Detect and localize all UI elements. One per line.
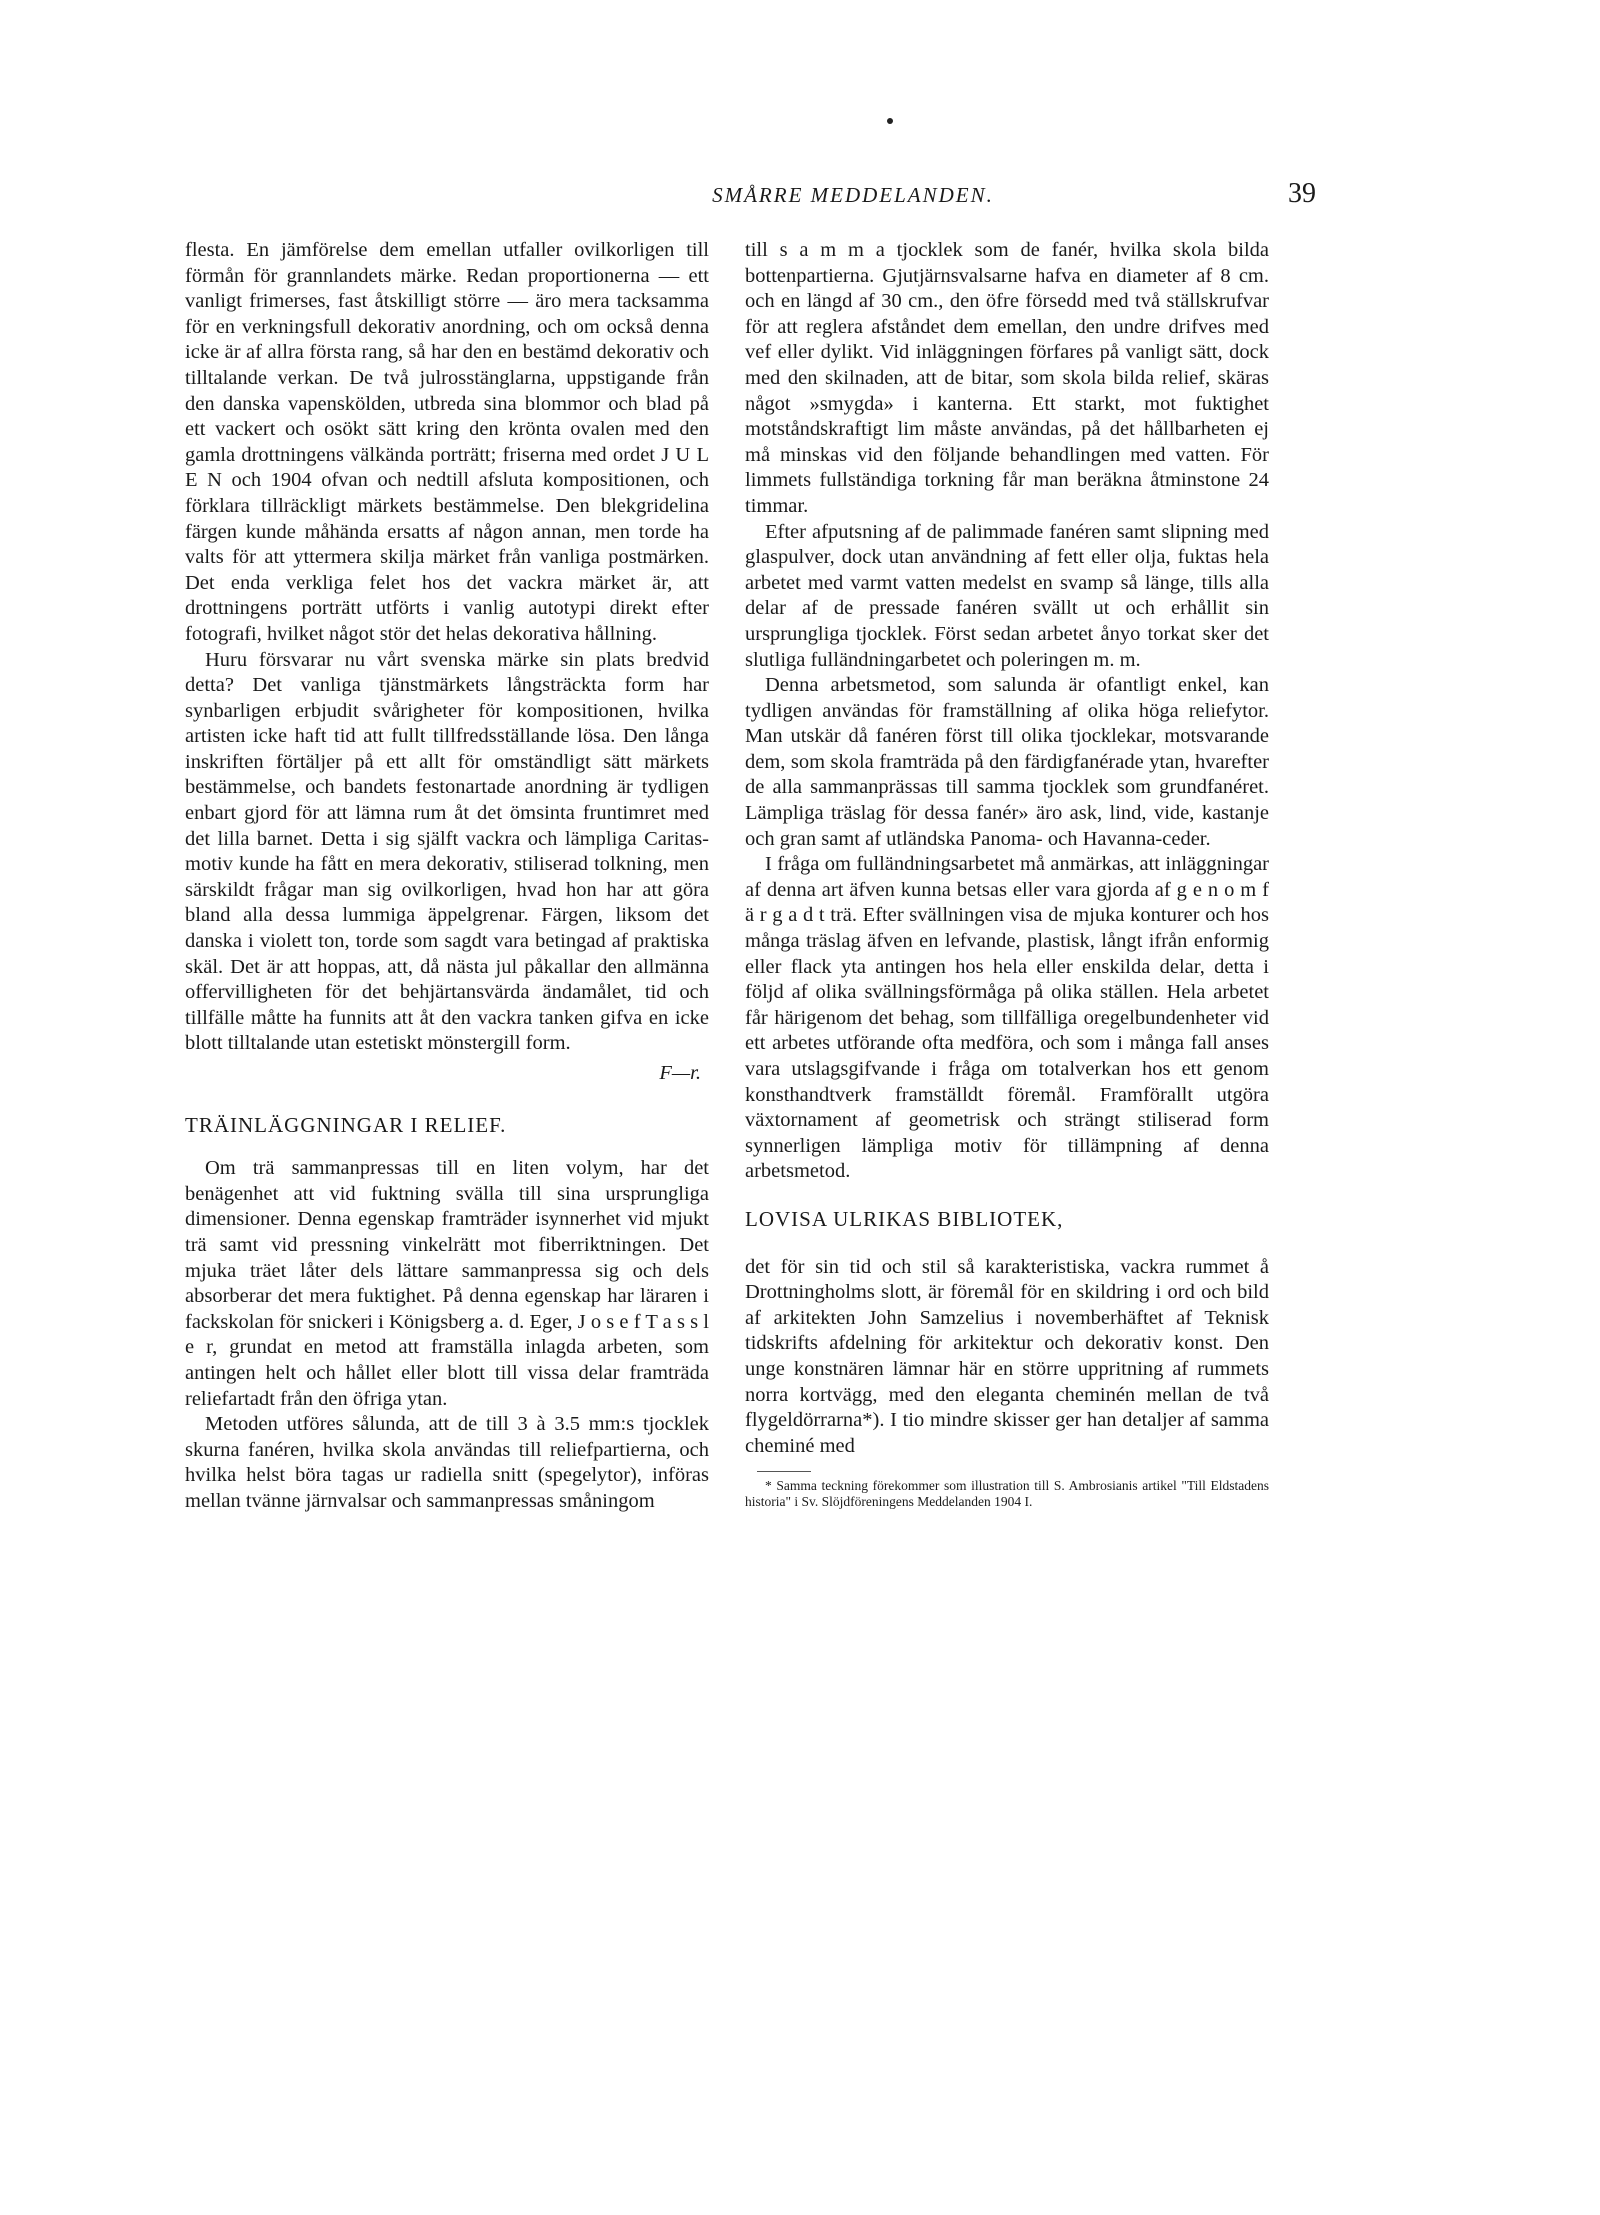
- paragraph: Huru försvarar nu vårt svenska märke sin plats bredvid detta? Det vanliga tjänstmärkets långsträckta form har synbarligen erbjudit svårigheter för kompositionen, hvilka artisten icke haft tid att fullt tillfredsställande lösa. Den långa inskriften förtäljer på ett allt för omständligt sätt märkets bestämmelse, och bandets festonartade anordning är tydligen enbart gjord för att lämna rum åt det ömsinta fruntimret med det lilla barnet. Detta i sig själft vackra och lämpliga Caritas-motiv kunde ha fått en mera dekorativ, stiliserad tolkning, men särskildt frågar man sig ovilkorligen, hvad hon har att göra bland alla dessa lummiga äppelgrenar. Färgen, liksom det danska i violett ton, torde som sagdt vara betingad af praktiska skäl. Det är att hoppas, att, då nästa jul påkallar den allmänna offervilligheten för det behjärtansvärda ändamålet, tid och tillfälle måtte ha funnits att åt den vackra tanken gifva en icke blott tilltalande utan estetiskt mönstergill form.: [185, 648, 709, 1055]
- paragraph: Om trä sammanpressas till en liten volym, har det benägenhet att vid fuktning svälla till sina ursprungliga dimensioner. Denna egenskap framträder isynnerhet vid mjukt trä samt vid pressning vinkelrätt mot fiberriktningen. Det mjuka träet låter dels lättare sammanpressa sig och dels absorberar det mera fuktighet. På denna egenskap har läraren i fackskolan för snickeri i Königsberg a. d. Eger, J o s e f T a s s l e r, grundat en metod att framställa inlagda arbeten, som antingen helt och hållet eller blott till vissa delar framträda reliefartadt från den öfriga ytan.: [185, 1157, 709, 1410]
- author-signature: F—r.: [659, 1062, 701, 1084]
- paragraph: till s a m m a tjocklek som de fanér, hvilka skola bilda bottenpartierna. Gjutjärnsvalsarne hafva en diameter af 8 cm. och en längd af 30 cm., den öfre försedd med två ställskrufvar för att reglera afståndet dem emellan, den undre drifves med vef eller dylikt. Vid inläggningen förfares på vanligt sätt, dock med den skilnaden, att de bitar, som skola bilda relief, skäras något »smygda» i kanterna. Ett starkt, mot fuktighet motståndskraftigt lim måste användas, på det hållbarheten ej må minskas vid den följande behandlingen med vatten. För limmets fullständiga torkning får man beräkna åtminstone 24 timmar.: [745, 239, 1269, 517]
- footnote: * Samma teckning förekommer som illustration till S. Ambrosianis artikel "Till Eldstadens historia" i Sv. Slöjdföreningens Meddelanden 1904 I.: [745, 1478, 1269, 1510]
- right-column: [745, 238, 1269, 1510]
- section-heading: LOVISA ULRIKAS BIBLIOTEK,: [745, 1206, 1064, 1231]
- section-heading: TRÄINLÄGGNINGAR I RELIEF.: [185, 1112, 507, 1137]
- paragraph: Metoden utföres sålunda, att de till 3 à 3.5 mm:s tjocklek skurna fanéren, hvilka skola användas till reliefpartierna, och hvilka helst böra tagas ur radiella snitt (spegelytor), införas mellan tvänne järnvalsar och sammanpressas småningom: [185, 1413, 709, 1512]
- left-column: [185, 238, 709, 1515]
- running-head: SMÅRRE MEDDELANDEN.: [712, 183, 994, 207]
- print-speck: [887, 118, 893, 124]
- paragraph: Efter afputsning af de palimmade fanéren samt slipning med glaspulver, dock utan användning af fett eller olja, fuktas hela arbetet med varmt vatten medelst en svamp så länge, tills alla delar af de pressade fanéren svällt ut och erhållit sin ursprungliga tjocklek. Först sedan arbetet ånyo torkat sker det slutliga fulländningarbetet och poleringen m. m.: [745, 520, 1269, 671]
- paragraph: det för sin tid och stil så karakteristiska, vackra rummet å Drottningholms slott, är föremål för en skildring i ord och bild af arkitekten John Samzelius i novemberhäftet af Teknisk tidskrifts afdelning för arkitektur och dekorativ konst. Den unge konstnären lämnar här en större uppritning af rummets norra kortvägg, med den eleganta cheminén mellan de två flygeldörrarna*). I tio mindre skisser ger han detaljer af samma cheminé med: [745, 1255, 1269, 1457]
- paragraph: I fråga om fulländningsarbetet må anmärkas, att inläggningar af denna art äfven kunna betsas eller vara gjorda af g e n o m f ä r g a d t trä. Efter svällningen visa de mjuka konturer och hos många träslag äfven en lefvande, plastisk, långt ifrån enformig eller flack yta antingen hos hela eller enskilda delar, detta i följd af olika svällningsförmåga på olika ställen. Hela arbetet får härigenom det behag, som tillfälliga oregelbundenheter vid ett arbetes utförande ofta medföra, och som i många fall anses vara utslagsgifvande i fråga om totalverkan hos ett genom konsthandtverk framställdt föremål. Framförallt utgöra växtornament af geometrisk och strängt stiliserad form synnerligen lämpliga motiv för tillämpning af denna arbetsmetod.: [745, 853, 1269, 1183]
- paragraph: flesta. En jämförelse dem emellan utfaller ovilkorligen till förmån för grannlandets märke. Redan proportionerna — ett vanligt frimerses, fast åtskilligt större — äro mera tacksamma för en verkningsfull dekorativ anordning, och om också denna icke är af allra första rang, så har den en bestämd dekorativ och tilltalande verkan. De två julrosstänglarna, uppstigande från den danska vapenskölden, utbreda sina blommor och blad på ett vackert och osökt sätt kring den krönta ovalen med den gamla drottningens välkända porträtt; friserna med ordet J U L E N och 1904 ofvan och nedtill afsluta kompositionen, och förklara tillräckligt märkets bestämmelse. Den blekgridelina färgen kunde måhända ersatts af någon annan, men torde ha valts för att yttermera skilja märket från vanliga postmärken. Det enda verkliga felet hos det vackra märket är, att drottningens porträtt utförts i vanlig autotypi direkt efter fotografi, hvilket något stör det helas dekorativa hållning.: [185, 239, 709, 645]
- page-number: 39: [1288, 178, 1316, 209]
- footnote-divider: [757, 1471, 811, 1472]
- paragraph: Denna arbetsmetod, som salunda är ofantligt enkel, kan tydligen användas för framställning af olika höga reliefytor. Man utskär då fanéren först till olika tjocklekar, motsvarande dem, som skola framträda på den färdigfanérade ytan, hvarefter de alla sammanprässas till samma tjocklek som grundfanéret. Lämpliga träslag för dessa fanér» äro ask, lind, vide, kastanje och gran samt af utländska Panoma- och Havanna-ceder.: [745, 674, 1269, 850]
